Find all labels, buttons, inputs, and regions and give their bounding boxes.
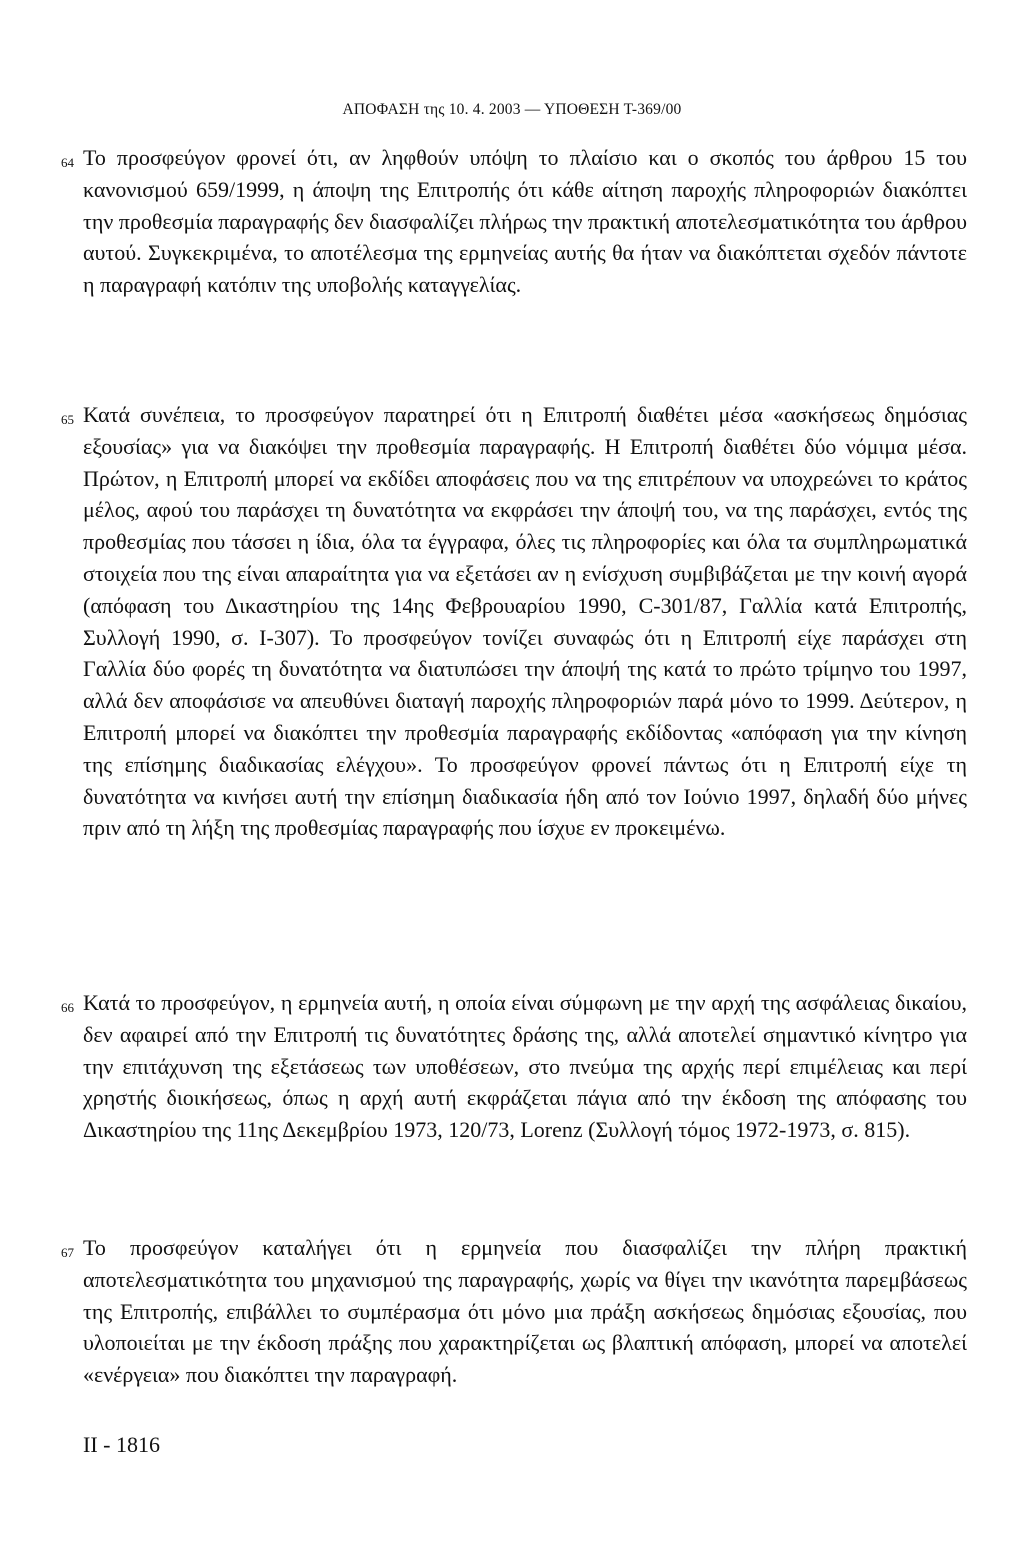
paragraph-65: Κατά συνέπεια, το προσφεύγον παρατηρεί ότι η Επιτροπή διαθέτει μέσα «ασκήσεως δημόσιας εξουσίας» για να διακόψει την προθεσμία παραγραφής. Η Επιτροπή διαθέτει δύο νόμιμα μέσα. Πρώτον, η Επιτροπή μπορεί να εκδίδει αποφάσεις που να της επιτρέπουν να υποχρεώνει το κράτος μέλος, αφού του παράσχει τη δυνατότητα να εκφράσει την άποψή του, να της παράσχει, εντός της προθεσμίας που τάσσει η ίδια, όλα τα έγγραφα, όλες τις πληροφορίες και όλα τα συμπληρωματικά στοιχεία που της είναι απαραίτητα για να εξετάσει αν η ενίσχυση συμβιβάζεται με την κοινή αγορά (απόφαση του Δικαστηρίου της 14ης Φεβρουαρίου 1990, C-301/87, Γαλλία κατά Επιτροπής, Συλλογή 1990, σ. I-307). Το προσφεύγον τονίζει συναφώς ότι η Επιτροπή είχε παράσχει στη Γαλλία δύο φορές τη δυνατότητα να διατυπώσει την άποψή της κατά το πρώτο τρίμηνο του 1997, αλλά δεν αποφάσισε να απευθύνει διαταγή παροχής πληροφοριών παρά μόνο το 1999. Δεύτερον, η Επιτροπή μπορεί να διακόπτει την προθεσμία παραγραφής εκδίδοντας «απόφαση για την κίνηση της επίσημης διαδικασίας ελέγχου». Το προσφεύγον φρονεί πάντως ότι η Επιτροπή είχε τη δυνατότητα να κινήσει αυτή την επίσημη διαδικασία ήδη από τον Ιούνιο 1997, δηλαδή δύο μήνες πριν από τη λήξη της προθεσμίας παραγραφής που ίσχυε εν προκειμένω.	[83, 402, 967, 841]
paragraph-number: 67	[61, 1245, 74, 1260]
paragraph-64: Το προσφεύγον φρονεί ότι, αν ληφθούν υπόψη το πλαίσιο και ο σκοπός του άρθρου 15 του κανονισμού 659/1999, η άποψη της Επιτροπής ότι κάθε αίτηση παροχής πληροφοριών διακόπτει την προθεσμία παραγραφής δεν διασφαλίζει πλήρως την πρακτική αποτελεσματικότητα του άρθρου αυτού. Συγκεκριμένα, το αποτέλεσμα της ερμηνείας αυτής θα ήταν να διακόπτεται σχεδόν πάντοτε η παραγραφή κατόπιν της υποβολής καταγγελίας.	[83, 145, 967, 298]
paragraph-number: 66	[61, 1000, 74, 1015]
page-number: II - 1816	[83, 1432, 160, 1457]
running-header: ΑΠΟΦΑΣΗ της 10. 4. 2003 — ΥΠΟΘΕΣΗ Τ-369/00	[342, 101, 682, 118]
paragraph-number: 64	[61, 155, 74, 170]
paragraph-67: Το προσφεύγον καταλήγει ότι η ερμηνεία που διασφαλίζει την πλήρη πρακτική αποτελεσματικότητα του μηχανισμού της παραγραφής, χωρίς να θίγει την ικανότητα παρεμβάσεως της Επιτροπής, επιβάλλει το συμπέρασμα ότι μόνο μια πράξη ασκήσεως δημόσιας εξουσίας, που υλοποιείται με την έκδοση πράξης που χαρακτηρίζεται ως βλαπτική απόφαση, μπορεί να αποτελεί «ενέργεια» που διακόπτει την παραγραφή.	[83, 1235, 967, 1388]
paragraph-66: Κατά το προσφεύγον, η ερμηνεία αυτή, η οποία είναι σύμφωνη με την αρχή της ασφάλειας δικαίου, δεν αφαιρεί από την Επιτροπή τις δυνατότητες δράσης της, αλλά αποτελεί σημαντικό κίνητρο για την επιτάχυνση της εξετάσεως των υποθέσεων, στο πνεύμα της αρχής περί επιμέλειας και περί χρηστής διοικήσεως, όπως η αρχή αυτή εκφράζεται πάγια από την έκδοση της απόφασης του Δικαστηρίου της 11ης Δεκεμβρίου 1973, 120/73, Lorenz (Συλλογή τόμος 1972-1973, σ. 815).	[83, 990, 967, 1143]
paragraph-number: 65	[61, 412, 74, 427]
